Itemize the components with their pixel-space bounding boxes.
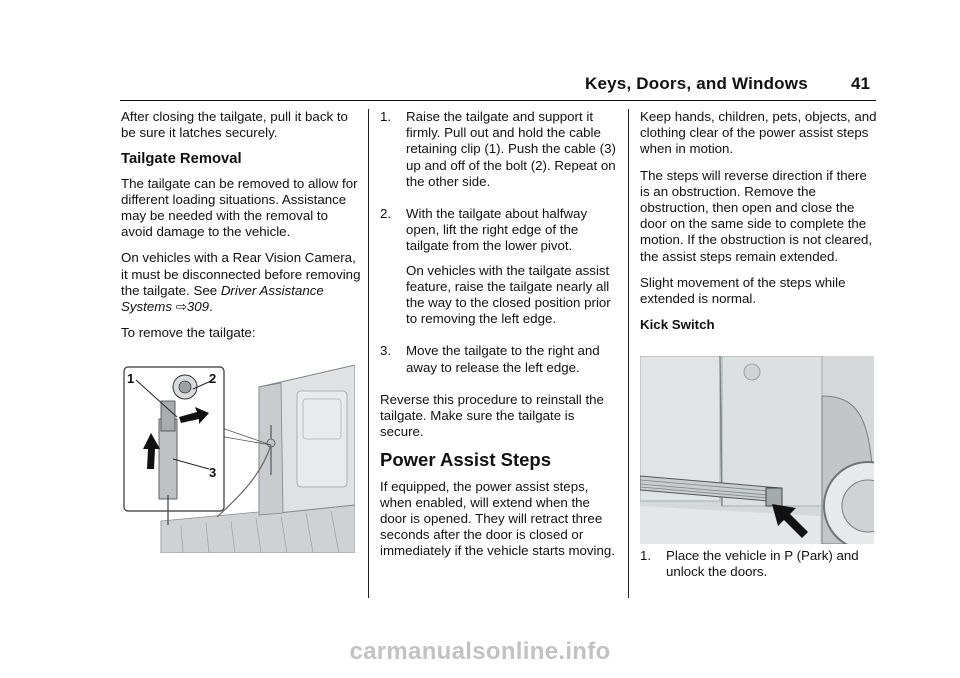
callout-label-1: 1 bbox=[127, 371, 135, 386]
watermark: carmanualsonline.info bbox=[349, 638, 611, 665]
kick-switch-heading: Kick Switch bbox=[640, 317, 715, 333]
movement-paragraph: Slight movement of the steps while extended is normal. bbox=[640, 274, 846, 307]
reverse-paragraph: Reverse this procedure to reinstall the tailgate. Make sure the tailgate is secure. bbox=[380, 391, 604, 440]
list-item bbox=[380, 206, 618, 335]
callout-label-2: 2 bbox=[209, 371, 217, 386]
tailgate-figure bbox=[121, 365, 355, 553]
column-right bbox=[640, 109, 880, 343]
list-item bbox=[640, 548, 880, 588]
step-number: 1. bbox=[640, 548, 652, 563]
step-number: 2. bbox=[380, 206, 392, 222]
page-number: 41 bbox=[851, 74, 870, 93]
column-divider-2 bbox=[628, 109, 629, 598]
header-divider bbox=[120, 100, 876, 101]
step-text: With the tailgate about halfway open, lift the right edge of the tailgate from the lower pivot. bbox=[406, 206, 588, 254]
column-divider-1 bbox=[368, 109, 369, 598]
driver-assistance-link[interactable]: Driver Assistance Systems bbox=[121, 282, 324, 315]
removal-paragraph: The tailgate can be removed to allow for different loading situations. Assistance may be needed with the removal to avoid damage to the vehicle. bbox=[121, 175, 358, 240]
step-number: 3. bbox=[380, 343, 392, 359]
column-middle bbox=[380, 109, 618, 570]
step-text: Move the tailgate to the right and away to release the left edge. bbox=[406, 343, 600, 375]
list-item bbox=[380, 343, 618, 383]
step-text: Place the vehicle in P (Park) and unlock the doors. bbox=[666, 548, 859, 580]
removal-steps-list bbox=[380, 109, 618, 384]
list-item bbox=[380, 109, 618, 198]
step-text: Raise the tailgate and support it firmly. Pull out and hold the cable retaining clip (1). Push the cable (3) up and off of the bolt (2). Repeat on the other side. bbox=[406, 109, 616, 189]
power-assist-paragraph: If equipped, the power assist steps, when enabled, will extend when the door is opened. They will retract three seconds after the door is closed or immediately if the vehicle starts moving. bbox=[380, 478, 616, 559]
intro-paragraph: After closing the tailgate, pull it back to be sure it latches securely. bbox=[121, 109, 348, 141]
tailgate-removal-heading: Tailgate Removal bbox=[121, 151, 242, 168]
camera-period: . bbox=[209, 299, 213, 315]
step-note: On vehicles with the tailgate assist feature, raise the tailgate nearly all the way to the closed position prior to removing the left edge. bbox=[406, 262, 611, 327]
camera-paragraph bbox=[121, 250, 361, 315]
remove-intro: To remove the tailgate: bbox=[121, 325, 256, 341]
camera-text: On vehicles with a Rear Vision Camera, it must be disconnected before removing the tailgate. See bbox=[121, 250, 361, 298]
section-title: Keys, Doors, and Windows bbox=[585, 74, 808, 93]
page-ref-icon: ⇨ bbox=[175, 299, 187, 315]
obstruction-paragraph: The steps will reverse direction if there is an obstruction. Remove the obstruction, then open and close the door on the same side to complete the motion. If the obstruction is not cleared, the assist steps remain extended. bbox=[640, 167, 873, 264]
power-assist-steps-heading: Power Assist Steps bbox=[380, 449, 552, 471]
step-number: 1. bbox=[380, 109, 392, 124]
callout-label-3: 3 bbox=[209, 465, 217, 480]
kick-switch-figure bbox=[640, 356, 874, 544]
page-ref-number[interactable]: 309 bbox=[186, 299, 210, 315]
safety-paragraph: Keep hands, children, pets, objects, and clothing clear of the power assist steps when in motion. bbox=[640, 109, 877, 157]
kick-switch-steps bbox=[640, 548, 880, 596]
column-left bbox=[121, 109, 361, 351]
